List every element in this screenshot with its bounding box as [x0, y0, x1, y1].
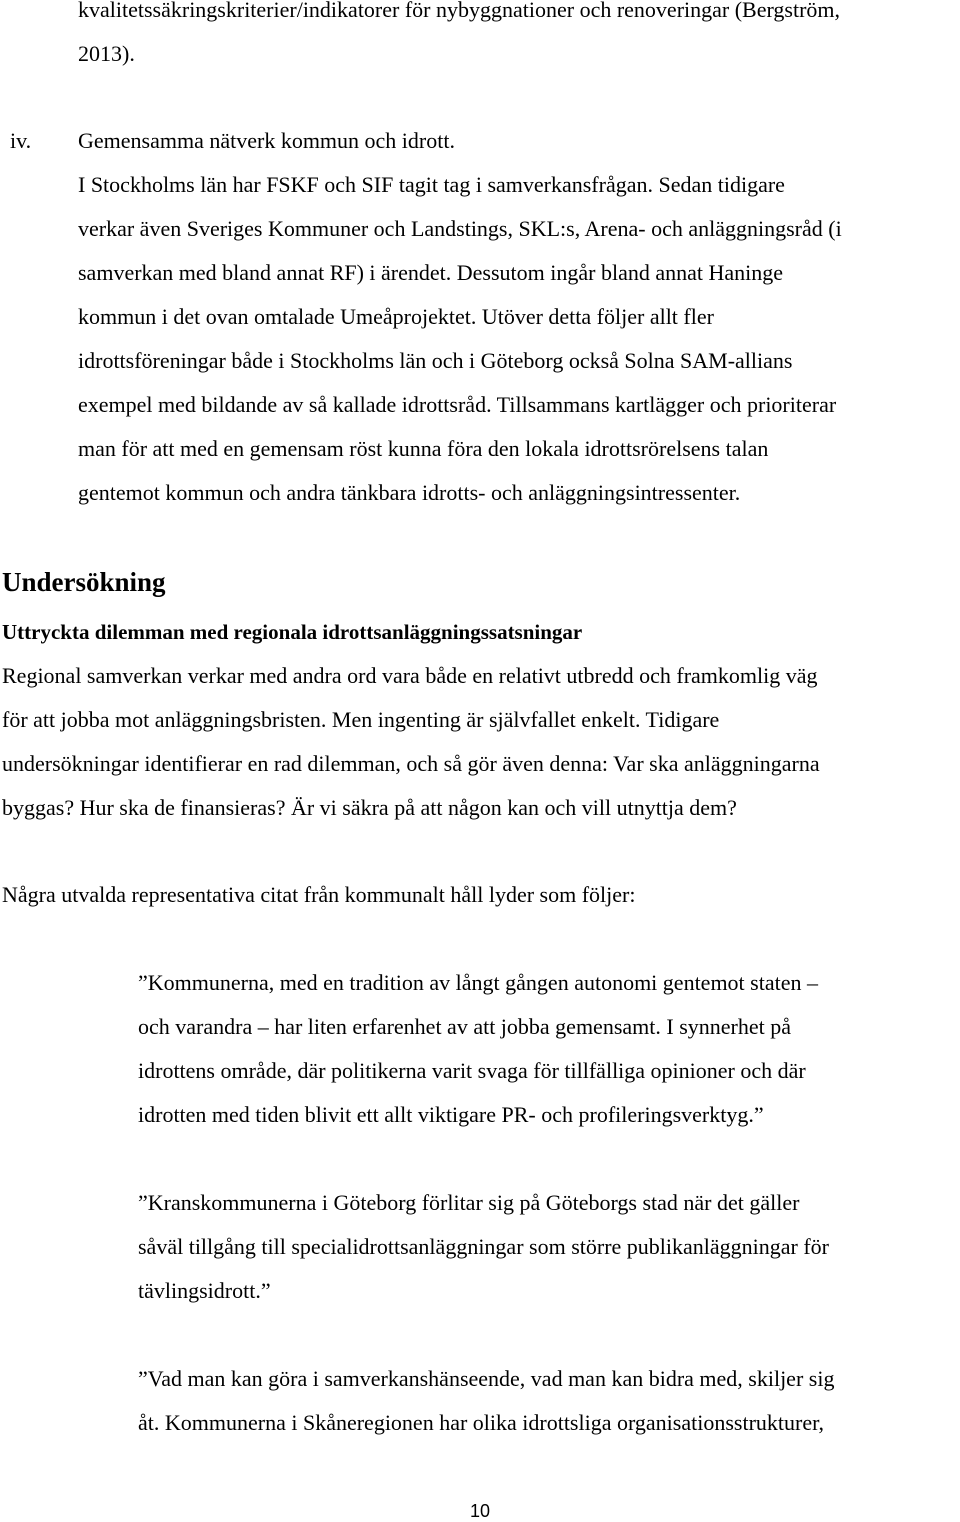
- page-number: 10: [470, 1501, 491, 1521]
- paragraph-line: Regional samverkan verkar med andra ord vara både en relativt utbredd och framkomlig väg: [2, 663, 818, 688]
- quote-line: såväl tillgång till specialidrottsanläggningar som större publikanläggningar för: [138, 1234, 830, 1259]
- list-item-line: verkar även Sveriges Kommuner och Landstings, SKL:s, Arena- och anläggningsråd (i: [78, 216, 842, 241]
- quote-line: ”Kommunerna, med en tradition av långt gången autonomi gentemot staten –: [138, 970, 818, 995]
- intro-line-2: 2013).: [78, 41, 135, 66]
- quote-line: ”Kranskommunerna i Göteborg förlitar sig på Göteborgs stad när det gäller: [138, 1190, 800, 1215]
- quote-line: ”Vad man kan göra i samverkanshänseende, vad man kan bidra med, skiljer sig: [138, 1366, 835, 1391]
- quote-line: och varandra – har liten erfarenhet av att jobba gemensamt. I synnerhet på: [138, 1014, 791, 1039]
- list-item-line: samverkan med bland annat RF) i ärendet. Dessutom ingår bland annat Haninge: [78, 260, 784, 285]
- list-item-line: idrottsföreningar både i Stockholms län och i Göteborg också Solna SAM-allians: [78, 348, 793, 373]
- paragraph-line: byggas? Hur ska de finansieras? Är vi säkra på att någon kan och vill utnyttja dem?: [2, 795, 737, 820]
- paragraph-line: undersökningar identifierar en rad dilemman, och så gör även denna: Var ska anläggningarna: [2, 751, 820, 776]
- quotes-intro: Några utvalda representativa citat från kommunalt håll lyder som följer:: [2, 882, 636, 907]
- quote-line: tävlingsidrott.”: [138, 1278, 271, 1303]
- section-heading: Undersökning: [2, 567, 166, 597]
- intro-line-1: kvalitetssäkringskriterier/indikatorer för nybyggnationer och renoveringar (Bergström,: [78, 0, 841, 22]
- list-item-title: Gemensamma nätverk kommun och idrott.: [78, 128, 455, 153]
- list-item-line: exempel med bildande av så kallade idrottsråd. Tillsammans kartlägger och prioriterar: [78, 392, 837, 417]
- quote-line: idrottens område, där politikerna varit svaga för tillfälliga opinioner och där: [138, 1058, 806, 1083]
- list-marker: iv.: [10, 128, 32, 153]
- quote-line: åt. Kommunerna i Skåneregionen har olika idrottsliga organisationsstrukturer,: [138, 1410, 825, 1435]
- list-item-line: I Stockholms län har FSKF och SIF tagit tag i samverkansfrågan. Sedan tidigare: [78, 172, 785, 197]
- list-item-line: man för att med en gemensam röst kunna föra den lokala idrottsrörelsens talan: [78, 436, 769, 461]
- list-item-line: gentemot kommun och andra tänkbara idrotts- och anläggningsintressenter.: [78, 480, 741, 505]
- paragraph-line: för att jobba mot anläggningsbristen. Men ingenting är självfallet enkelt. Tidigare: [2, 707, 720, 732]
- quote-line: idrotten med tiden blivit ett allt viktigare PR- och profileringsverktyg.”: [138, 1102, 764, 1127]
- section-subheading: Uttryckta dilemman med regionala idrottsanläggningssatsningar: [2, 620, 583, 644]
- list-item-line: kommun i det ovan omtalade Umeåprojektet. Utöver detta följer allt fler: [78, 304, 714, 329]
